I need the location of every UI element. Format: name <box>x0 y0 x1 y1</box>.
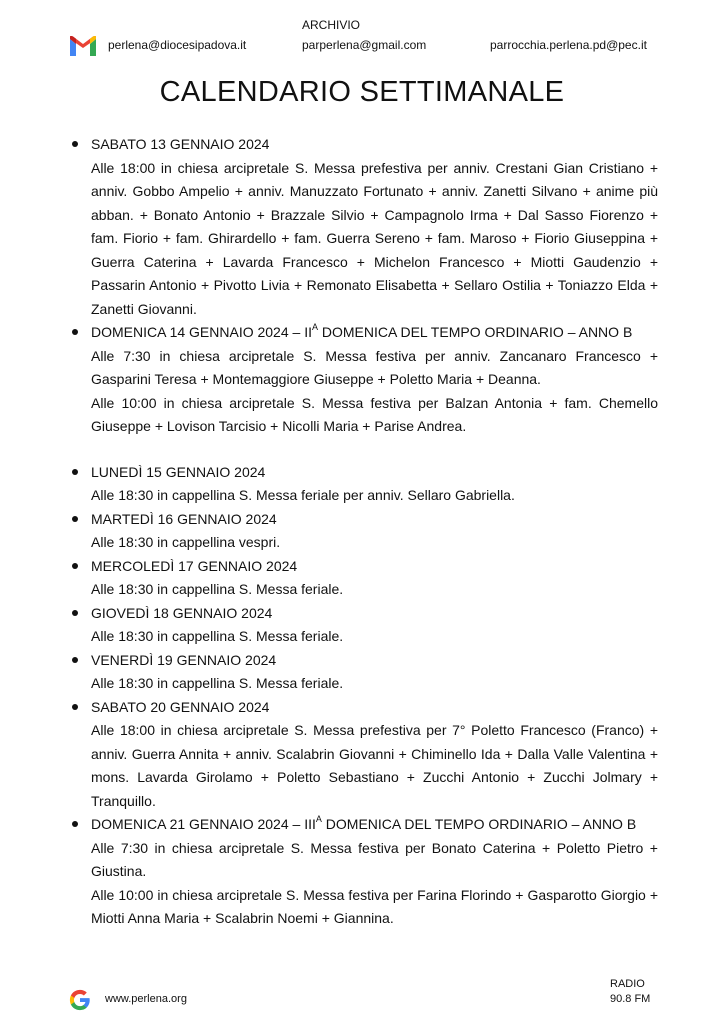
email-primary[interactable]: perlena@diocesipadova.it <box>108 38 247 52</box>
entry-text: Alle 18:30 in cappellina vespri. <box>91 534 281 550</box>
bullet <box>72 329 78 335</box>
entry-text: Alle 10:00 in chiesa arcipretale S. Messa festiva per Balzan Antonia + fam. Chemello Giuseppe + Lovison Tarcisio + Nicolli Maria + Parise Andrea. <box>91 394 658 434</box>
schedule-list <box>72 133 658 931</box>
entry-text: Alle 18:30 in cappellina S. Messa feriale per anniv. Sellaro Gabriella. <box>91 487 515 503</box>
entry-date: LUNEDÌ 15 GENNAIO 2024 <box>91 463 266 480</box>
radio-frequency: 90.8 FM <box>610 993 651 1005</box>
google-icon <box>69 989 91 1011</box>
spacer <box>72 439 658 461</box>
entry-date: SABATO 20 GENNAIO 2024 <box>91 698 270 715</box>
email-pec[interactable]: parrocchia.perlena.pd@pec.it <box>490 38 647 52</box>
radio-label: RADIO <box>610 978 645 990</box>
entry-date: SABATO 13 GENNAIO 2024 <box>91 136 270 152</box>
website-link[interactable]: www.perlena.org <box>105 993 187 1005</box>
list-item <box>72 696 658 814</box>
list-item <box>72 813 658 931</box>
list-item <box>72 602 658 649</box>
entry-text: Alle 7:30 in chiesa arcipretale S. Messa festiva per anniv. Zancanaro Francesco + Gasparini Teresa + Montemaggiore Giuseppe + Poletto Maria + Deanna. <box>91 347 658 387</box>
archive-label: ARCHIVIO <box>302 18 361 32</box>
list-item <box>72 321 658 439</box>
bullet <box>72 704 78 710</box>
entry-date: MERCOLEDÌ 17 GENNAIO 2024 <box>91 557 298 574</box>
header <box>0 0 724 70</box>
entry-text: Alle 18:30 in cappellina S. Messa feriale. <box>91 675 344 691</box>
email-gmail[interactable]: parperlena@gmail.com <box>302 38 427 52</box>
entry-text: Alle 18:30 in cappellina S. Messa feriale. <box>91 628 344 644</box>
entry-text: Alle 10:00 in chiesa arcipretale S. Messa festiva per Farina Florindo + Gasparotto Giorgio + Miotti Anna Maria + Scalabrin Noemi + Giannina. <box>91 886 658 926</box>
radio-info <box>610 977 650 1007</box>
entry-text: Alle 18:30 in cappellina S. Messa feriale. <box>91 581 344 597</box>
entry-date: DOMENICA 21 GENNAIO $2024 - III^A$ DOMENICA DEL TEMPO ORDINARIO – ANNO B <box>91 814 637 832</box>
gmail-icon <box>70 36 96 56</box>
bullet <box>72 141 78 147</box>
list-item <box>72 649 658 696</box>
bullet <box>72 563 78 569</box>
entry-text: Alle 18:00 in chiesa arcipretale S. Messa prefestiva per anniv. Crestani Gian Cristiano + anniv. Gobbo Ampelio + anniv. Manuzzato Fortunato + anniv. Zanetti Silvano + anime più abban. + Bonato Antonio + Brazzale Silvio + Campagnolo Irma + Dal Sasso Fiorenzo + fam. Fiorio + fam. Ghirardello + fam. Guerra Sereno + fam. Maroso + Fiorio Giuseppina + Guerra Caterina + Lavarda Francesco + Michelon Francesco + Miotti Gaudenzio + Passarin Antonio + Pivotto Livia + Remonato Elisabetta + Sellaro Ostilia + Toniazzo Elda + Zanetti Giovanni. <box>91 159 658 317</box>
bullet <box>72 821 78 827</box>
entry-date: VENERDÌ 19 GENNAIO 2024 <box>91 651 277 668</box>
list-item <box>72 133 658 321</box>
page-title: CALENDARIO SETTIMANALE <box>159 76 565 108</box>
bullet <box>72 469 78 475</box>
entry-text: Alle 18:00 in chiesa arcipretale S. Messa prefestiva per 7° Poletto Francesco (Franco) + anniv. Guerra Annita + anniv. Scalabrin Giovanni + Chiminello Ida + Dalla Valle Valentina + mons. Lavarda Girolamo + Poletto Sebastiano + Zucchi Antonio + Zucchi Jolmary + Tranquillo. <box>91 722 658 809</box>
list-item <box>72 555 658 602</box>
bullet <box>72 516 78 522</box>
entry-text: Alle 7:30 in chiesa arcipretale S. Messa festiva per Bonato Caterina + Poletto Pietro + Giustina. <box>91 839 658 879</box>
entry-date: DOMENICA 14 GENNAIO $2024 - II^A$ DOMENICA DEL TEMPO ORDINARIO – ANNO B <box>91 322 633 340</box>
entry-date: GIOVEDÌ 18 GENNAIO 2024 <box>91 604 273 621</box>
bullet <box>72 610 78 616</box>
list-item <box>72 461 658 508</box>
entry-date: MARTEDÌ 16 GENNAIO 2024 <box>91 510 277 527</box>
bullet <box>72 657 78 663</box>
list-item <box>72 508 658 555</box>
